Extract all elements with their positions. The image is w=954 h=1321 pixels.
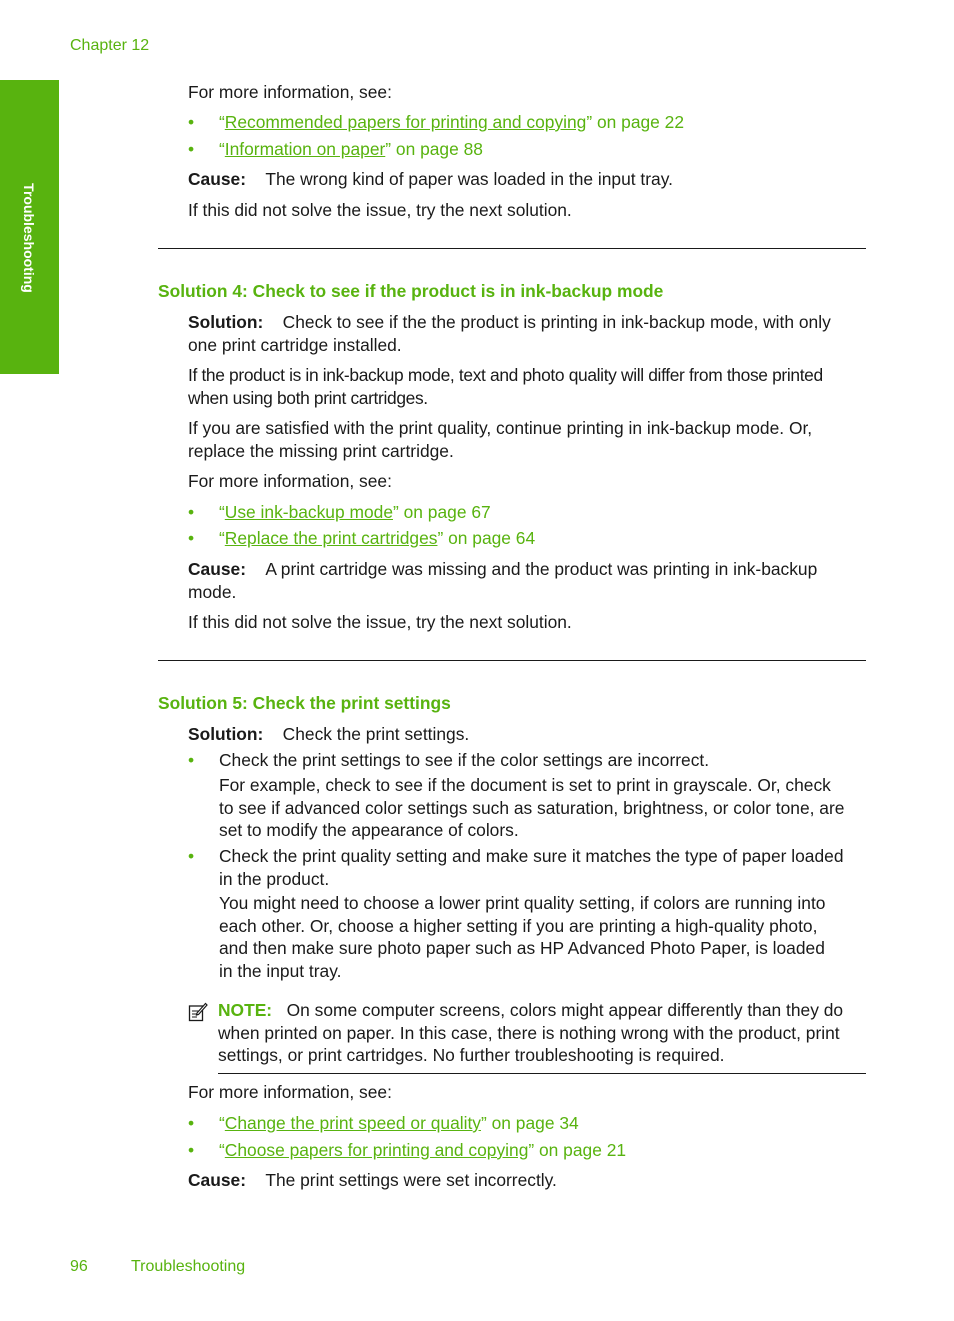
cause-paragraph: Cause: The wrong kind of paper was loaded in the input tray. xyxy=(188,169,673,189)
more-info-text: For more information, see: xyxy=(188,1082,392,1102)
footer-section-title: Troubleshooting xyxy=(131,1258,246,1275)
section-divider xyxy=(158,248,866,249)
solution-label: Solution: xyxy=(188,312,264,332)
cross-reference-link[interactable]: “Replace the print cartridges” on page 64 xyxy=(219,528,536,548)
next-solution-text: If this did not solve the issue, try the next solution. xyxy=(188,200,572,220)
more-info-text: For more information, see: xyxy=(188,82,392,102)
note-divider xyxy=(218,1073,866,1074)
section-heading: Solution 4: Check to see if the product is in ink-backup mode xyxy=(158,281,664,301)
note-label: NOTE: xyxy=(218,1000,273,1020)
paragraph: If you are satisfied with the print quality, continue printing in ink-backup mode. Or, replace the missing print cartridge. xyxy=(188,418,813,461)
solution-paragraph: Solution: Check to see if the the product is printing in ink-backup mode, with only one print cartridge installed. xyxy=(188,312,831,355)
page-number: 96 xyxy=(70,1258,88,1275)
bullet: • xyxy=(188,139,195,159)
bullet: • xyxy=(188,750,195,770)
bullet: • xyxy=(188,502,195,522)
cross-reference-link[interactable]: “Use ink-backup mode” on page 67 xyxy=(219,502,491,522)
cross-reference-link[interactable]: “Recommended papers for printing and copying” on page 22 xyxy=(219,112,685,132)
note-box: NOTE: On some computer screens, colors might appear differently than they do when printed on paper. In this case, there is nothing wrong with the product, print settings, or print cartridges. No further troubleshooting is required. xyxy=(218,1000,844,1065)
paragraph: If the product is in ink-backup mode, text and photo quality will differ from those printed when using both print cartridges. xyxy=(188,365,823,408)
cross-reference-link[interactable]: “Change the print speed or quality” on page 34 xyxy=(219,1113,579,1133)
section-heading: Solution 5: Check the print settings xyxy=(158,693,451,713)
chapter-label: Chapter 12 xyxy=(70,37,150,54)
cause-label: Cause: xyxy=(188,169,246,189)
bullet: • xyxy=(188,1113,195,1133)
bullet: • xyxy=(188,846,195,866)
cause-paragraph: Cause: The print settings were set incorrectly. xyxy=(188,1170,557,1190)
note-pencil-icon xyxy=(188,1002,208,1022)
side-tab xyxy=(0,80,59,374)
cross-reference-link[interactable]: “Information on paper” on page 88 xyxy=(219,139,483,159)
bullet: • xyxy=(188,528,195,548)
bullet: • xyxy=(188,1140,195,1160)
side-tab-label: Troubleshooting xyxy=(21,183,37,293)
solution-paragraph: Solution: Check the print settings. xyxy=(188,724,470,744)
solution-label: Solution: xyxy=(188,724,264,744)
cause-paragraph: Cause: A print cartridge was missing and the product was printing in ink-backup mode. xyxy=(188,559,818,602)
cause-label: Cause: xyxy=(188,559,246,579)
cross-reference-link[interactable]: “Choose papers for printing and copying” on page 21 xyxy=(219,1140,627,1160)
cause-label: Cause: xyxy=(188,1170,246,1190)
section-divider xyxy=(158,660,866,661)
next-solution-text: If this did not solve the issue, try the next solution. xyxy=(188,612,572,632)
bullet: • xyxy=(188,112,195,132)
more-info-text: For more information, see: xyxy=(188,471,392,491)
